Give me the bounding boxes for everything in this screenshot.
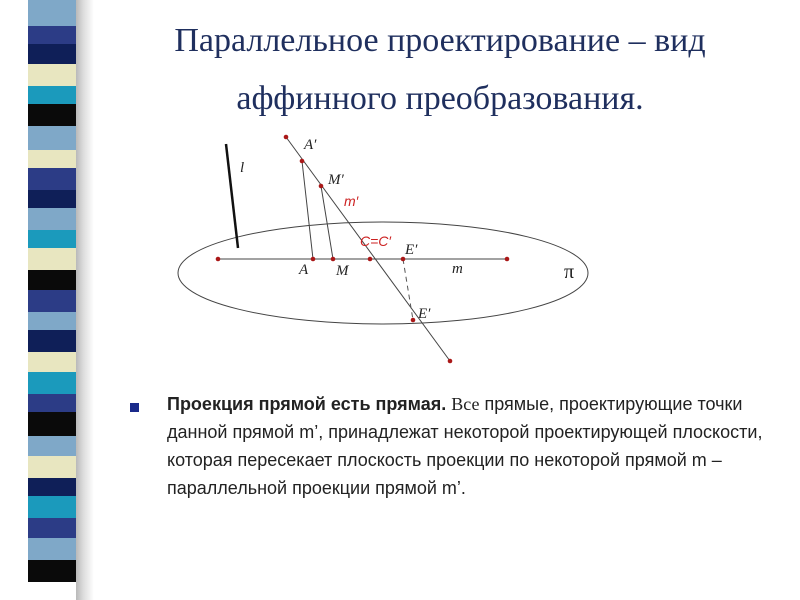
label-c-equals-c-prime: C=C′: [360, 233, 392, 249]
line-m-prime: [286, 137, 450, 361]
bullet-serif-word: Все: [451, 394, 480, 414]
direction-line-l: [226, 144, 238, 248]
bullet-text: [167, 390, 767, 502]
point-c: [368, 257, 373, 262]
title-line-2: аффинного преобразования.: [236, 80, 644, 117]
label-l: l: [240, 160, 245, 176]
label-e-prime-top: E′: [405, 242, 418, 258]
point-bottom: [448, 359, 453, 364]
point-e-prime: [411, 318, 416, 323]
label-a-prime: A′: [304, 137, 317, 153]
slide-title: [110, 12, 770, 128]
point-a: [311, 257, 316, 262]
point-m: [331, 257, 336, 262]
bullet-rest-text: прямые, проектирующие точки данной прямой m’, принадлежат некоторой проектирующей плоскости, которая пересекает плоскость проекции по некоторой прямой m – параллельной проекции прямой m’.: [167, 394, 763, 498]
projection-diagram: [160, 128, 620, 378]
ray-a: [302, 161, 313, 259]
point-top: [284, 135, 289, 140]
label-e-prime-bottom: E′: [418, 306, 431, 322]
decorative-stripe-bar: [28, 0, 76, 600]
point-m-left: [216, 257, 221, 262]
label-pi: π: [564, 261, 575, 283]
ray-m: [321, 186, 333, 259]
label-m-prime-line: m′: [344, 193, 359, 209]
label-m-line: m: [452, 261, 463, 277]
point-m-right: [505, 257, 510, 262]
point-a-prime: [300, 159, 305, 164]
bullet-bold-text: Проекция прямой есть прямая.: [167, 394, 447, 414]
label-a: A: [299, 262, 309, 278]
stripe-shadow: [76, 0, 94, 600]
point-m-prime: [319, 184, 324, 189]
title-line-1: Параллельное проектирование – вид: [174, 22, 706, 59]
ray-e-dashed: [403, 259, 413, 320]
label-m-point: M: [336, 263, 349, 279]
bullet-square-icon: [130, 403, 139, 412]
label-m-prime-point: M′: [328, 172, 344, 188]
